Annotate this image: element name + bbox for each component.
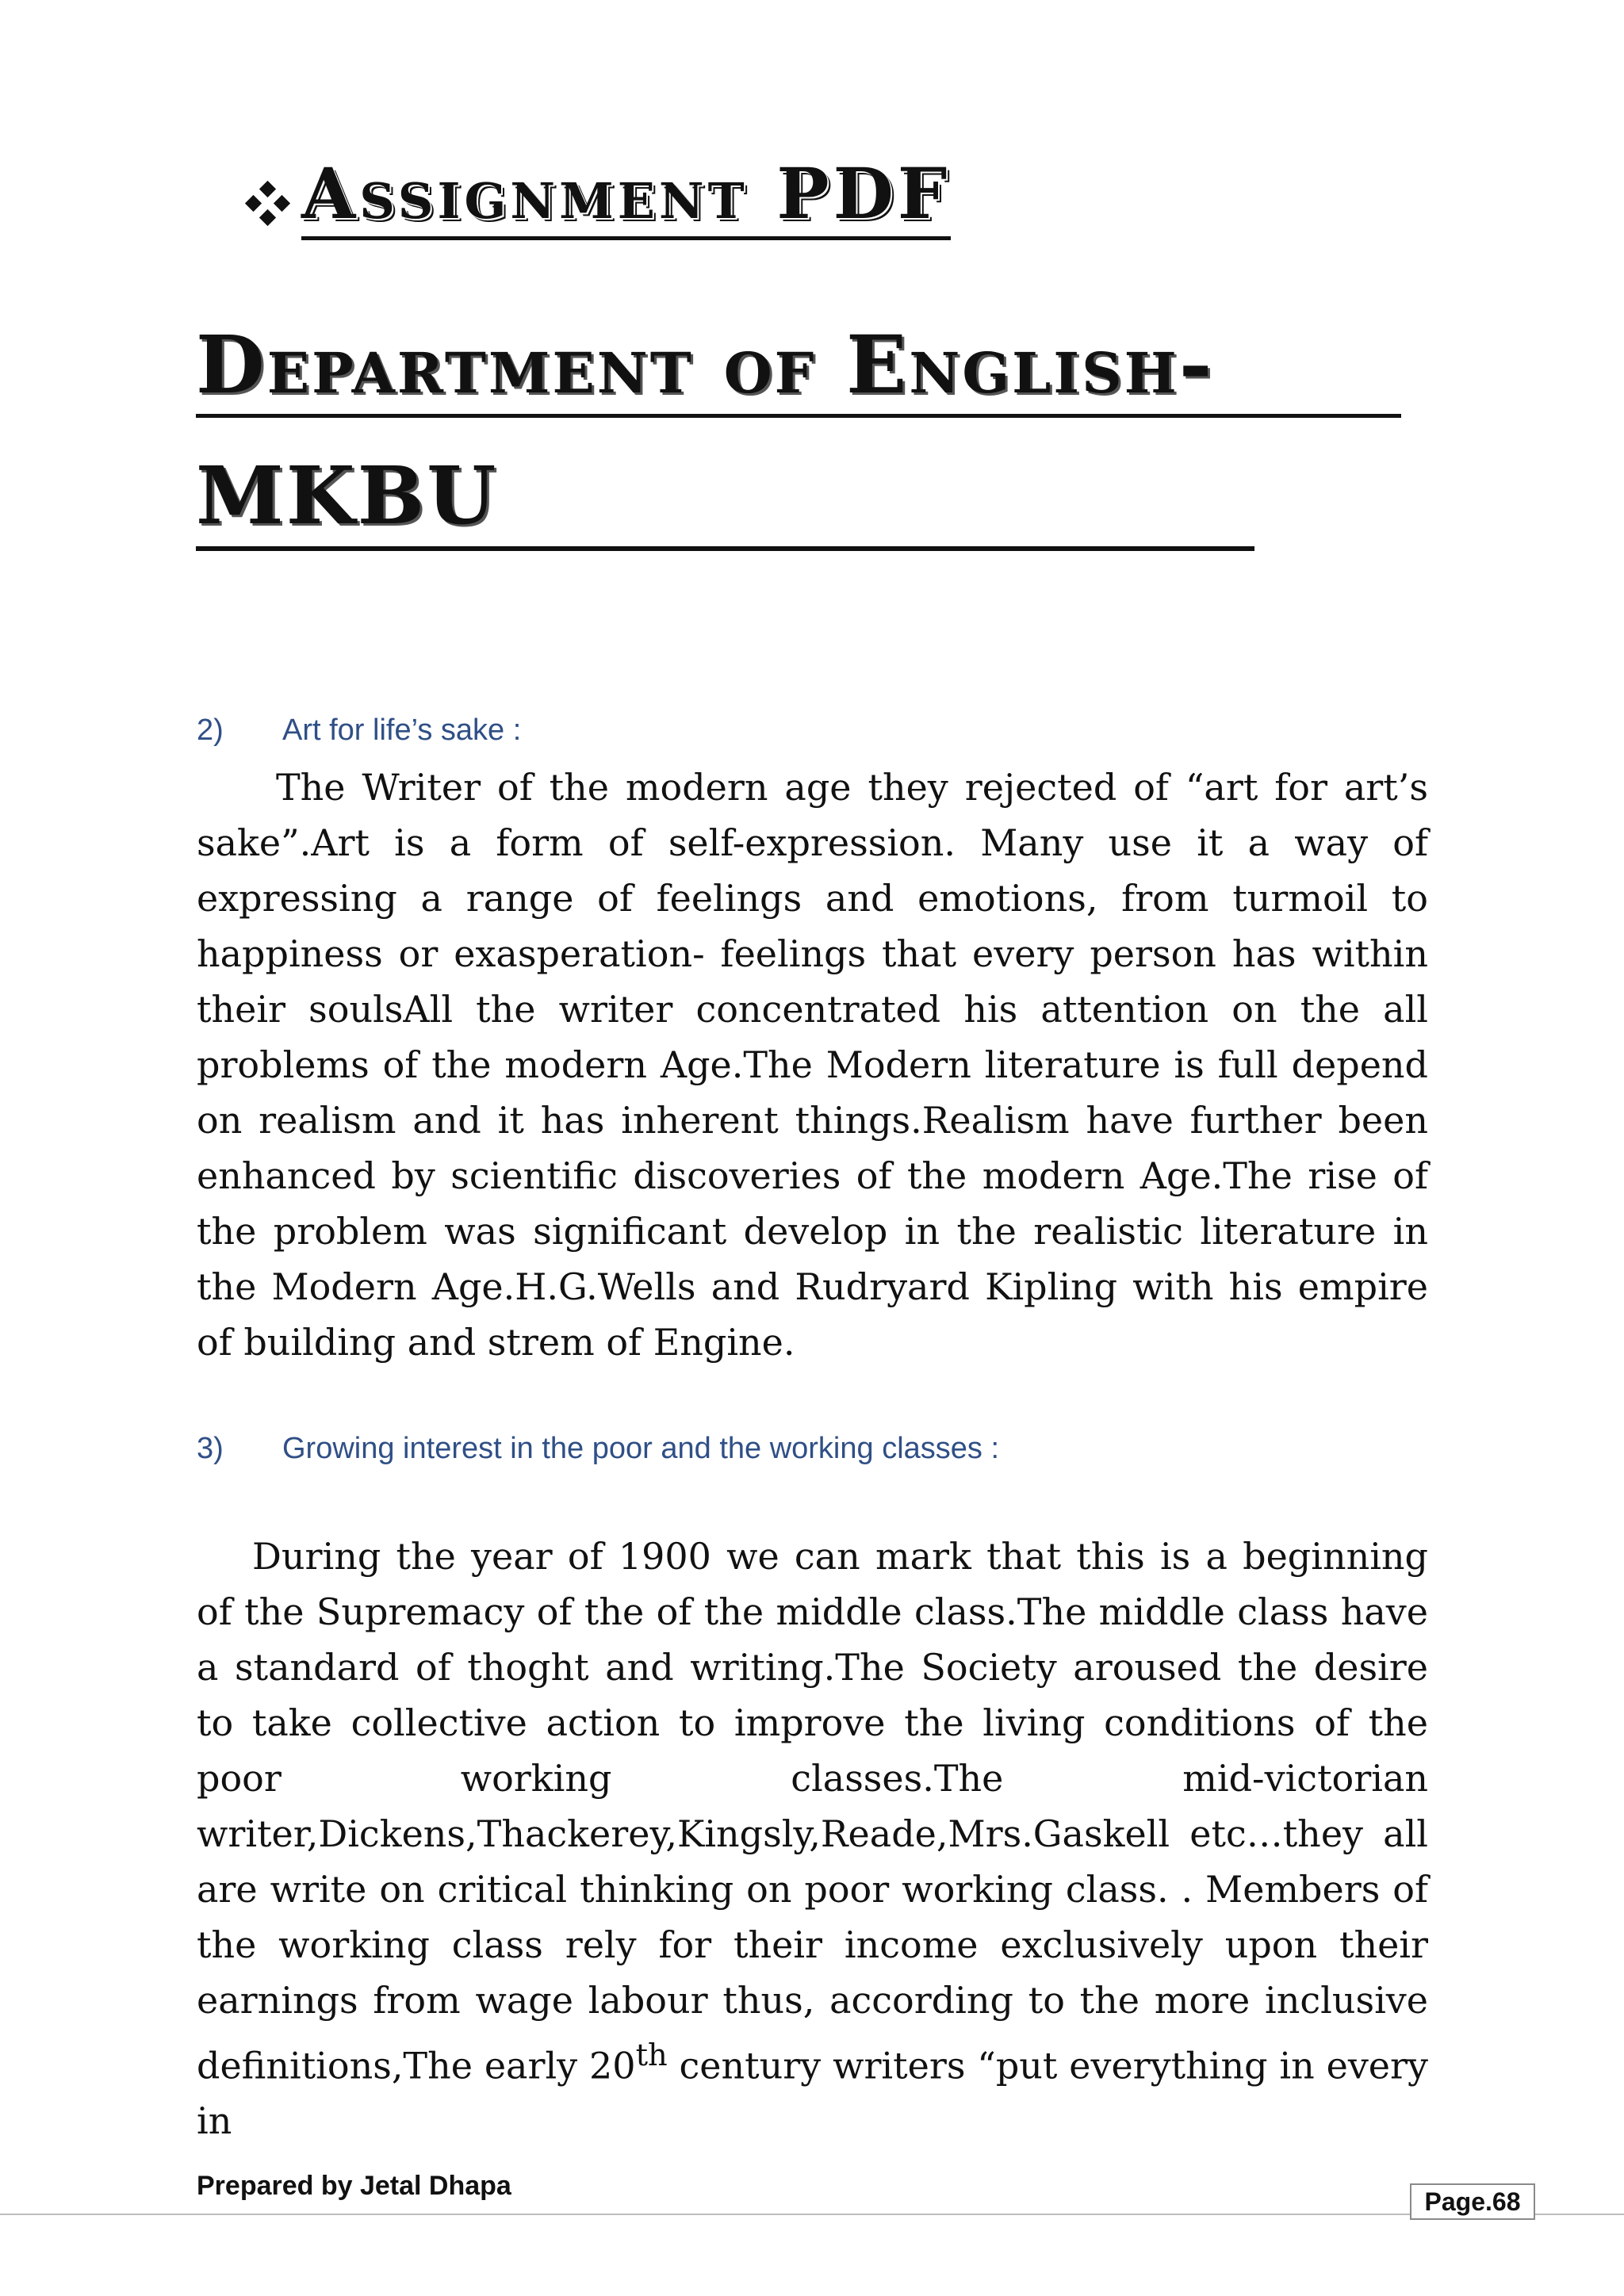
paragraph-text-continued: century writers “put everything in every in [197, 2044, 1429, 2143]
footer-divider [0, 2214, 1624, 2215]
section-heading-art-for-lifes-sake [197, 714, 521, 748]
section-number: 2) [197, 714, 224, 747]
paragraph-text: During the year of 1900 we can mark that this is a beginning of the Supremacy of the of the middle class.The middle class have a standard of thoght and writing.The Society aroused the desire to take collective action to improve the living conditions of the poor working classes.The mid-victorian writer,Dickens,Thackerey,Kingsly,Reade,Mrs.Gaskell etc…they all are write on critical thinking on poor working class. . Members of the working class rely for their income exclusively upon their earnings from wage labour thus, according to the more inclusive definitions,The early 20 [197, 1535, 1428, 2087]
paragraph-poor-working-classes [197, 1529, 1428, 2149]
department-title-line-2: MKBU [196, 456, 1254, 551]
section-heading-poor-working-classes [197, 1432, 999, 1466]
paragraph-art-for-lifes-sake: The Writer of the modern age they rejected of “art for art’s sake”.Art is a form of self-expression. Many use it a way of expressing a range of feelings and emotions, from turmoil to happiness or exasperation- feelings that every person has within their soulsAll the writer concentrated his attention on the all problems of the modern Age.The Modern literature is full depend on realism and it has inherent things.Realism have further been enhanced by scientific discoveries of the modern Age.The rise of the problem was significant develop in the realistic literature in the Modern Age.H.G.Wells and Rudryard Kipling with his empire of building and strem of Engine. [197, 766, 1428, 1364]
four-diamond-bullet-icon [246, 182, 290, 226]
department-title [196, 318, 1401, 551]
ordinal-superscript: th [635, 2038, 668, 2073]
department-title-line-1: Department of English- [196, 325, 1401, 418]
footer-author: Prepared by Jetal Dhapa [197, 2171, 511, 2201]
section-heading-text: Growing interest in the poor and the working classes : [282, 1432, 1000, 1465]
section-number: 3) [197, 1432, 224, 1465]
section-heading-text: Art for life’s sake : [282, 714, 522, 747]
page-number: Page.68 [1410, 2183, 1535, 2220]
assignment-heading [246, 152, 952, 240]
assignment-title: Assignment PDF [301, 159, 951, 240]
